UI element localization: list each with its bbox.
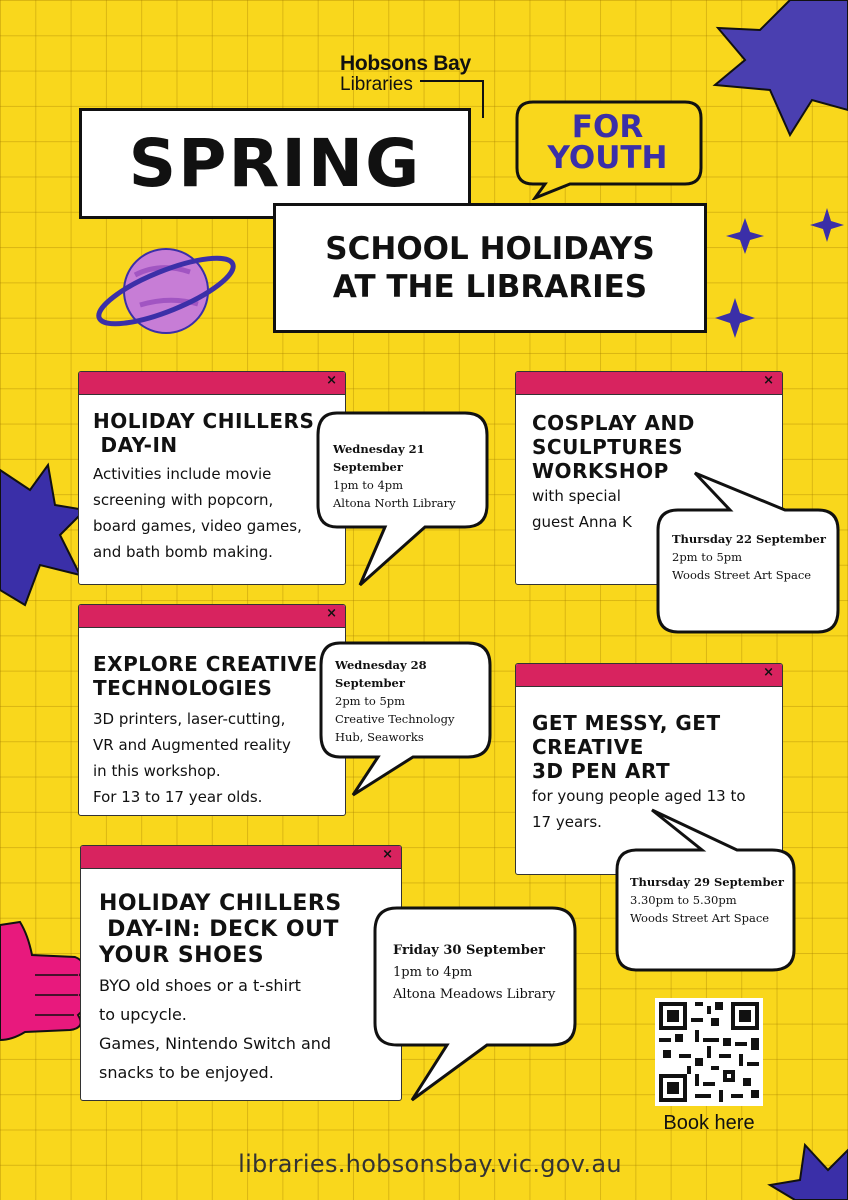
event-card-holiday-chillers: [78, 371, 346, 585]
window-title-bar: [81, 846, 401, 869]
starburst-left: [0, 465, 85, 605]
event-details: [672, 530, 832, 584]
sparkle-icon: [810, 208, 844, 242]
logo-line-1: Hobsons Bay: [340, 52, 471, 75]
website-url[interactable]: libraries.hobsonsbay.vic.gov.au: [238, 1150, 622, 1178]
event-time: 2pm to 5pm: [672, 550, 743, 564]
event-venue: Hub, Seaworks: [335, 730, 424, 744]
event-time: 2pm to 5pm: [335, 694, 406, 708]
starburst-bottom-right: [770, 1145, 848, 1200]
window-title-bar: [516, 664, 782, 687]
event-time: 3.30pm to 5.30pm: [630, 893, 737, 907]
window-title-bar: [516, 372, 782, 395]
event-date: Thursday 29 September: [630, 875, 784, 889]
event-description: BYO old shoes or a t-shirt to upcycle. Games, Nintendo Switch and snacks to be enjoyed.: [99, 976, 332, 1082]
event-title: EXPLORE CREATIVE TECHNOLOGIES: [93, 652, 318, 700]
event-title: HOLIDAY CHILLERS DAY-IN: DECK OUT YOUR SHOES: [99, 891, 342, 968]
event-title: HOLIDAY CHILLERS DAY-IN: [93, 409, 315, 457]
event-description: for young people aged 13 to 17 years.: [532, 787, 746, 831]
event-time: 1pm to 4pm: [393, 965, 473, 980]
window-title-bar: [79, 605, 345, 628]
event-details: [630, 873, 790, 927]
event-details: [333, 440, 493, 512]
event-description: with special guest Anna K: [532, 487, 632, 531]
event-venue: Altona Meadows Library: [393, 987, 556, 1002]
logo-line-2: Libraries: [340, 74, 413, 95]
close-icon[interactable]: ×: [326, 373, 337, 388]
event-date: Thursday 22 September: [672, 532, 826, 546]
page-title: SPRING: [79, 108, 471, 219]
close-icon[interactable]: ×: [326, 606, 337, 621]
event-date: Wednesday 21 September: [333, 442, 425, 474]
event-time: 1pm to 4pm: [333, 478, 404, 492]
library-logo: [340, 52, 480, 96]
starburst-top-right: [715, 0, 848, 135]
badge-line-2: YOUTH: [547, 140, 668, 176]
sparkle-icon: [715, 298, 755, 338]
event-card-creative-technologies: [78, 604, 346, 816]
planet-icon: [92, 245, 240, 336]
close-icon[interactable]: ×: [763, 665, 774, 680]
event-details: [335, 656, 495, 746]
qr-code[interactable]: [655, 998, 763, 1106]
event-date: Friday 30 September: [393, 943, 545, 958]
event-venue: Woods Street Art Space: [630, 911, 770, 925]
subtitle-line-1: SCHOOL HOLIDAYS: [325, 231, 655, 267]
event-venue: Altona North Library: [333, 496, 456, 510]
event-title: GET MESSY, GET CREATIVE 3D PEN ART: [532, 711, 721, 783]
close-icon[interactable]: ×: [763, 373, 774, 388]
event-description: Activities include movie screening with popcorn, board games, video games, and bath bomb making.: [93, 465, 302, 561]
book-here-label[interactable]: Book here: [663, 1112, 755, 1134]
sparkle-icon: [726, 218, 764, 254]
event-card-deck-out-your-shoes: [80, 845, 402, 1101]
thumbs-up-icon: [0, 922, 85, 1040]
subtitle-line-2: AT THE LIBRARIES: [332, 269, 648, 305]
event-venue: Woods Street Art Space: [672, 568, 812, 582]
event-venue: Creative Technology: [335, 712, 455, 726]
event-date: Wednesday 28 September: [335, 658, 427, 690]
for-youth-badge: [515, 100, 700, 192]
page-subtitle: [273, 203, 707, 333]
badge-line-1: FOR: [571, 109, 644, 145]
event-details: [393, 940, 578, 1006]
close-icon[interactable]: ×: [382, 847, 393, 862]
event-title: COSPLAY AND SCULPTURES WORKSHOP: [532, 411, 695, 483]
window-title-bar: [79, 372, 345, 395]
event-description: 3D printers, laser-cutting, VR and Augmented reality in this workshop. For 13 to 17 year olds.: [93, 710, 291, 806]
